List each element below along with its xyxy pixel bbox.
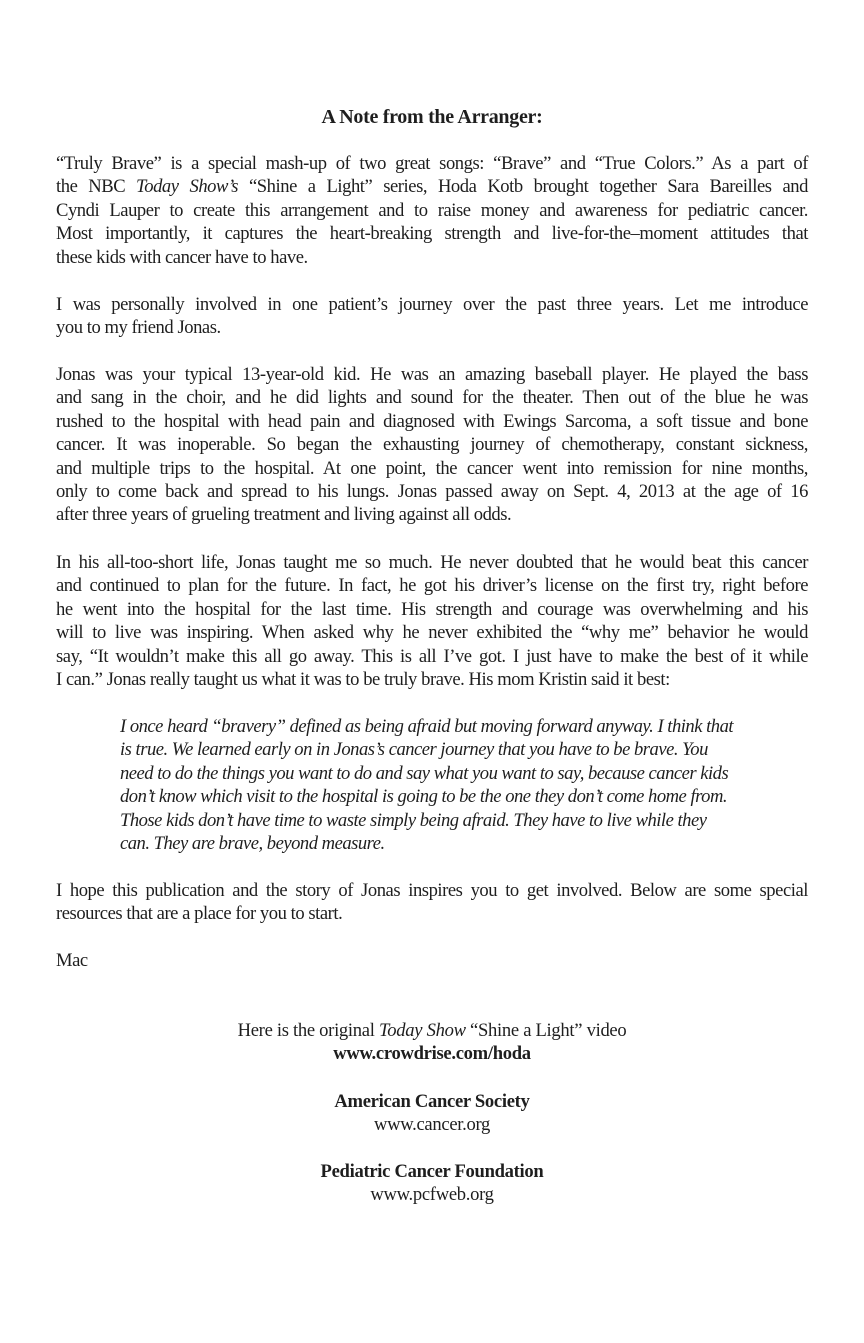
introduction-paragraph [56, 293, 808, 340]
text-segment: Here is the original [237, 1020, 379, 1041]
pcf-resource [56, 1160, 808, 1207]
quote-line: Those kids don’t have time to waste simply being afraid. They have to live while they [120, 809, 707, 831]
paragraph-line: I was personally involved in one patient’s journey over the past three years. Let me introduce [56, 294, 808, 315]
acs-name: American Cancer Society [334, 1091, 530, 1112]
quote-line: don’t know which visit to the hospital is going to be the one they don’t come home from. [120, 786, 728, 808]
text-segment: Hoda Kotb brought together Sara Bareilles and [437, 176, 808, 198]
paragraph-line: these kids with cancer have to have. [56, 246, 308, 268]
pcf-link[interactable]: www.pcfweb.org [370, 1184, 494, 1206]
paragraph-line: I hope this publication and the story of Jonas inspires you to get involved. Below are some special [56, 880, 808, 901]
intro-paragraph [56, 152, 808, 269]
acs-resource [56, 1090, 808, 1137]
paragraph-line: will to live was inspiring. When asked why he never exhibited the “why me” behavior he would [56, 622, 808, 644]
page-title: A Note from the Arranger: [321, 106, 543, 128]
paragraph-line: resources that are a place for you to start. [56, 903, 343, 925]
video-resource [56, 1019, 808, 1066]
paragraph-line: and multiple trips to the hospital. At one point, the cancer went into remission for nine months, [56, 457, 808, 479]
quote-line: need to do the things you want to do and say what you want to say, because cancer kids [120, 762, 729, 784]
paragraph-line: say, “It wouldn’t make this all go away. This is all I’ve got. I just have to make the best of it while [56, 645, 808, 667]
quote-line: I once heard “bravery” defined as being afraid but moving forward anyway. I think that [120, 716, 734, 737]
paragraph-line [56, 175, 808, 198]
show-title-italic: Today Show’s [136, 176, 239, 198]
paragraph-line: Jonas was your typical 13-year-old kid. He was an amazing baseball player. He played the bass [56, 364, 808, 385]
paragraph-line: only to come back and spread to his lungs. Jonas passed away on Sept. 4, 2013 at the age of 16 [56, 481, 808, 503]
text-segment: “Shine a Light” series, [238, 176, 438, 198]
paragraph-line: rushed to the hospital with head pain and diagnosed with Ewings Sarcoma, a soft tissue and bone [56, 410, 808, 432]
paragraph-line: Most importantly, it captures the heart-breaking strength and live-for-the–moment attitudes that [56, 223, 808, 245]
crowdrise-link[interactable]: www.crowdrise.com/hoda [333, 1043, 531, 1065]
paragraph-line: cancer. It was inoperable. So began the exhausting journey of chemotherapy, constant sickness, [56, 434, 808, 456]
paragraph-line: “Truly Brave” is a special mash-up of two great songs: “Brave” and “True Colors.” As a part of [56, 153, 808, 174]
signature-text: Mac [56, 950, 88, 971]
block-quote [120, 715, 808, 855]
video-caption [56, 1019, 808, 1042]
signature [56, 949, 808, 972]
paragraph-line: you to my friend Jonas. [56, 317, 221, 339]
text-segment: the NBC [56, 176, 137, 198]
paragraph-line: Cyndi Lauper to create this arrangement and to raise money and awareness for pediatric cancer. [56, 199, 808, 221]
paragraph-line: and sang in the choir, and he did lights and sound for the theater. Then out of the blue he was [56, 387, 808, 409]
paragraph-line: In his all-too-short life, Jonas taught me so much. He never doubted that he would beat this cancer [56, 552, 808, 573]
paragraph-line: after three years of grueling treatment and living against all odds. [56, 504, 512, 526]
closing-paragraph [56, 879, 808, 926]
paragraph-line: he went into the hospital for the last time. His strength and courage was overwhelming and his [56, 598, 808, 620]
paragraph-line: I can.” Jonas really taught us what it was to be truly brave. His mom Kristin said it best: [56, 669, 670, 691]
pcf-name: Pediatric Cancer Foundation [320, 1161, 544, 1182]
lessons-paragraph [56, 551, 808, 691]
paragraph-line: and continued to plan for the future. In fact, he got his driver’s license on the first try, right before [56, 575, 808, 597]
quote-line: is true. We learned early on in Jonas’s cancer journey that you have to be brave. You [120, 739, 708, 761]
show-title-italic: Today Show [378, 1020, 466, 1041]
acs-link[interactable]: www.cancer.org [373, 1114, 491, 1136]
text-segment: “Shine a Light” video [465, 1020, 627, 1041]
jonas-story-paragraph [56, 363, 808, 527]
quote-line: can. They are brave, beyond measure. [120, 833, 385, 855]
